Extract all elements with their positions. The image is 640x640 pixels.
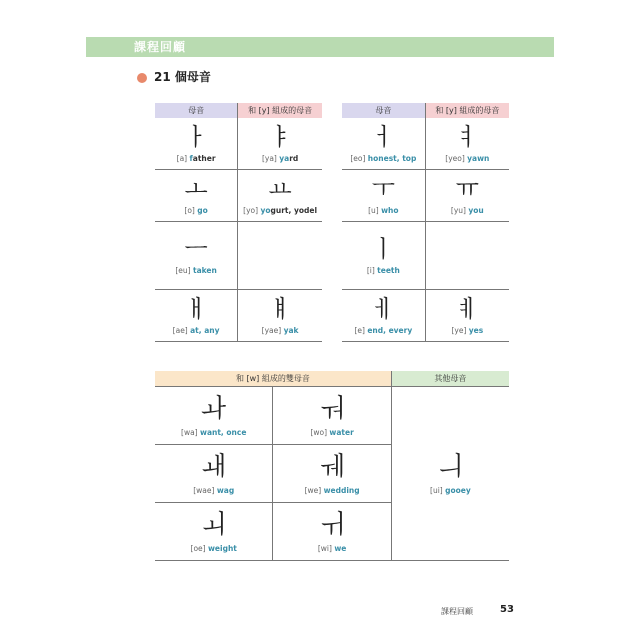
section-title: 21 個母音: [154, 70, 211, 84]
empty-cell: [425, 221, 509, 289]
vowel-cell: ㅐ [ae] at, any: [155, 289, 238, 341]
vowel-cell: ㅝ [wo] water: [273, 387, 391, 445]
vowel-table-right: [342, 103, 509, 342]
vowel-table-left: [155, 103, 322, 342]
vowel-cell: ㅓ [eo] honest, top: [342, 118, 425, 169]
table-header-vowel: 母音: [342, 103, 425, 118]
table-header-other-vowel: 其他母音: [391, 371, 509, 387]
vowel-cell: ㅕ [yeo] yawn: [425, 118, 509, 169]
other-vowel-cell: ㅢ [ui] gooey: [391, 387, 509, 561]
chapter-header-bar: [86, 37, 554, 57]
vowel-cell: ㅏ [a] father: [155, 118, 238, 169]
vowel-cell: ㅒ [yae] yak: [238, 289, 322, 341]
vowel-cell: ㅛ [yo] yogurt, yodel: [238, 169, 322, 221]
footer-section-label: 課程回顧: [441, 607, 473, 616]
vowel-cell: ㅚ [oe] weight: [155, 503, 273, 561]
vowel-cell: ㅔ [e] end, every: [342, 289, 425, 341]
vowel-cell: ㅣ [i] teeth: [342, 221, 425, 289]
vowel-cell: ㅑ [ya] yard: [238, 118, 322, 169]
vowel-cell: ㅗ [o] go: [155, 169, 238, 221]
table-header-y-vowel: 和 [y] 組成的母音: [425, 103, 509, 118]
vowel-cell: ㅘ [wa] want, once: [155, 387, 273, 445]
vowel-cell: ㅖ [ye] yes: [425, 289, 509, 341]
empty-cell: [238, 221, 322, 289]
vowel-cell: ㅜ [u] who: [342, 169, 425, 221]
vowel-cell: ㅡ [eu] taken: [155, 221, 238, 289]
diphthong-table: [155, 371, 509, 561]
page-number: 53: [500, 604, 514, 615]
vowel-cell: ㅠ [yu] you: [425, 169, 509, 221]
vowel-cell: ㅞ [we] wedding: [273, 445, 391, 503]
vowel-cell: ㅙ [wae] wag: [155, 445, 273, 503]
vowel-cell: ㅟ [wi] we: [273, 503, 391, 561]
table-header-w-diphthong: 和 [w] 組成的雙母音: [155, 371, 391, 387]
chapter-header-title: 課程回顧: [134, 40, 187, 54]
table-header-y-vowel: 和 [y] 組成的母音: [238, 103, 322, 118]
table-header-vowel: 母音: [155, 103, 238, 118]
